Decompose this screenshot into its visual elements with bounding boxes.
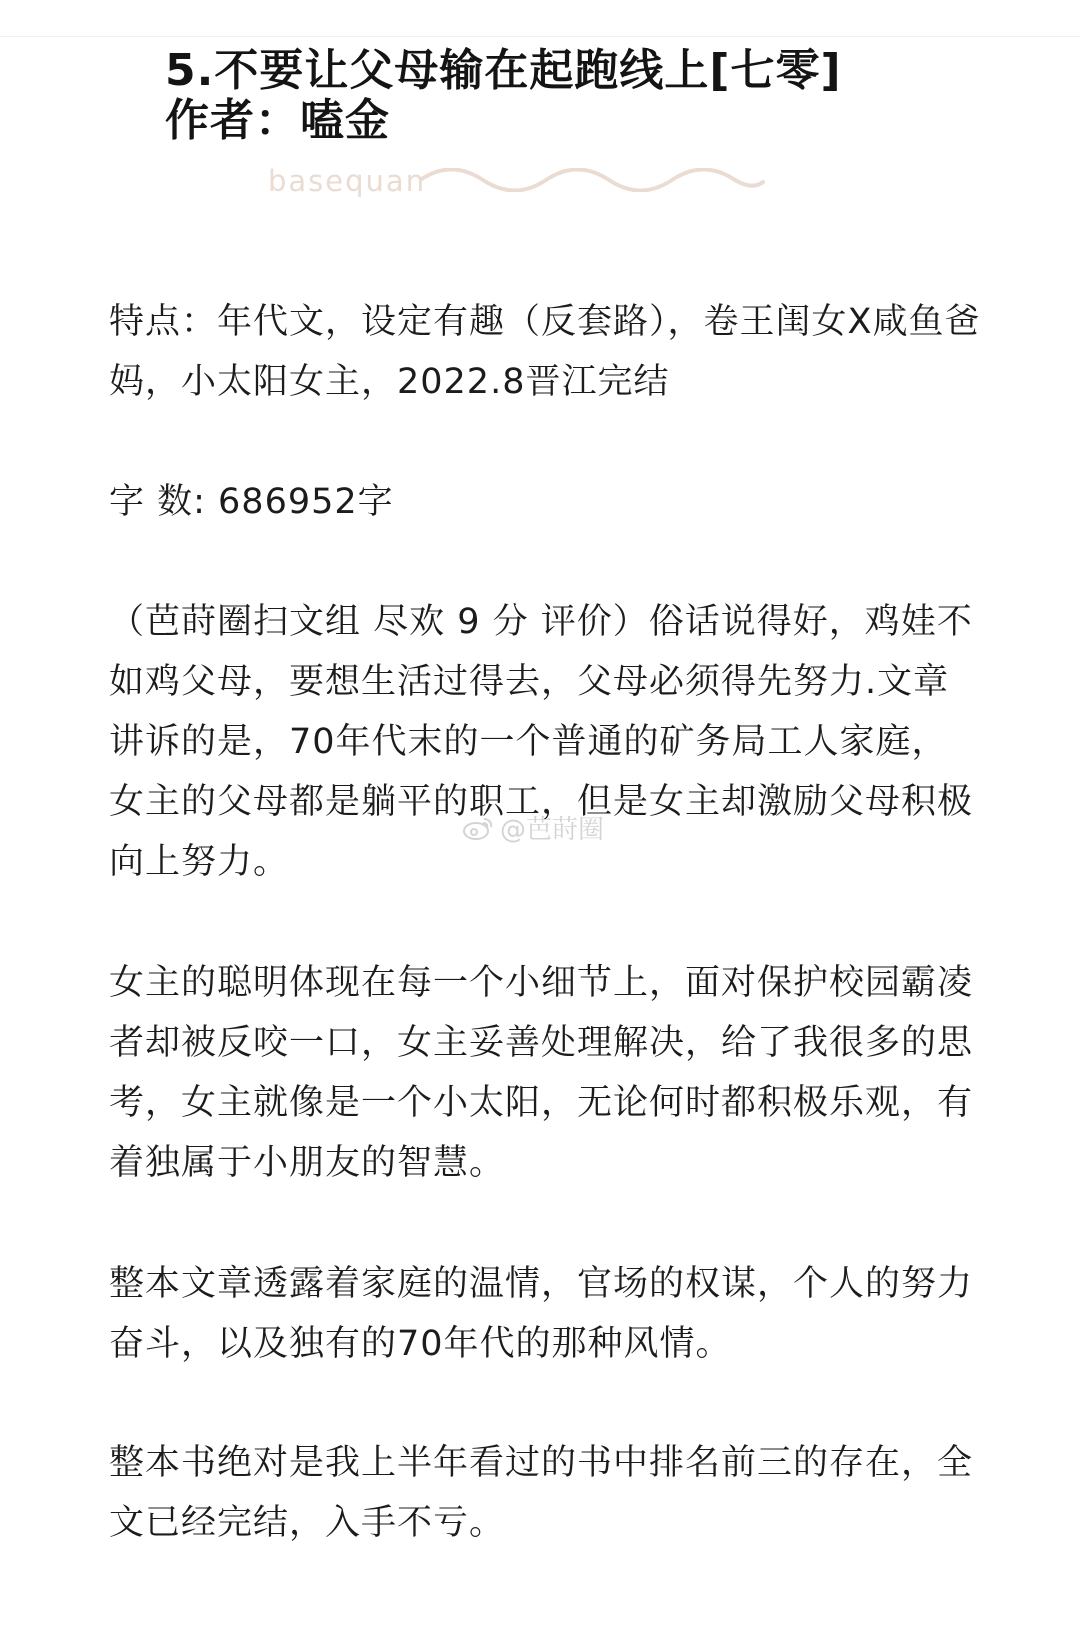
brand-label: basequan (268, 164, 427, 198)
features-paragraph: 特点：年代文，设定有趣（反套路），卷王闺女X咸鱼爸妈，小太阳女主，2022.8晋江完结 (109, 302, 981, 402)
weibo-icon (462, 815, 494, 841)
page-title (165, 46, 842, 146)
heroine-paragraph: 女主的聪明体现在每一个小细节上，面对保护校园霸凌者却被反咬一口，女主妥善处理解决，给了我很多的思考，女主就像是一个小太阳，无论何时都积极乐观，有着独属于小朋友的智慧。 (109, 963, 974, 1183)
top-divider (0, 36, 1080, 37)
book-author: 作者：嗑金 (165, 95, 390, 146)
wave-decoration-icon (420, 168, 765, 192)
theme-paragraph: 整本文章透露着家庭的温情，官场的权谋，个人的努力奋斗，以及独有的70年代的那种风情。 (109, 1264, 974, 1364)
word-count: 字 数: 686952字 (109, 482, 394, 522)
review-paragraph: （芭莳圈扫文组 尽欢 9 分 评价）俗话说得好，鸡娃不如鸡父母，要想生活过得去，父母必须得先努力.文章讲诉的是，70年代末的一个普通的矿务局工人家庭，女主的父母都是躺平的职工，但是女主却激励父母积极向上努力。 (109, 602, 974, 882)
watermark (462, 809, 604, 846)
watermark-text: @芭莳圈 (500, 815, 605, 845)
book-title: 5.不要让父母输在起跑线上[七零] (165, 45, 842, 96)
verdict-paragraph: 整本书绝对是我上半年看过的书中排名前三的存在，全文已经完结，入手不亏。 (109, 1443, 974, 1543)
